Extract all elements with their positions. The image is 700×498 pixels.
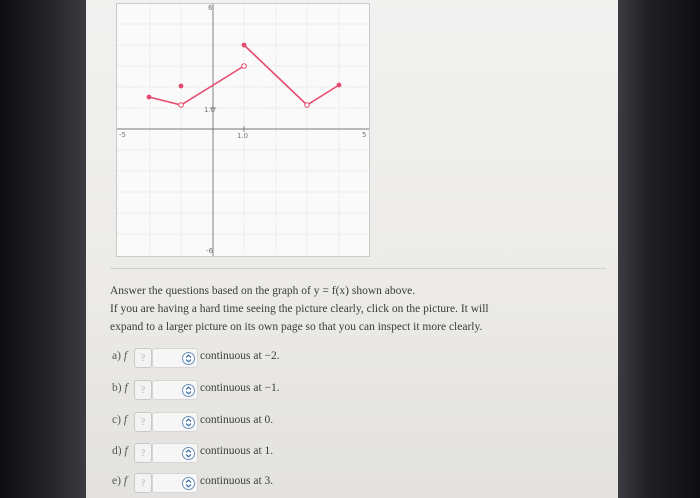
answer-select[interactable]: [152, 473, 198, 493]
question-d: [112, 443, 412, 463]
answer-input[interactable]: ?: [134, 412, 152, 432]
instructions-line-2: If you are having a hard time seeing the picture clearly, click on the picture. It will: [110, 303, 489, 315]
answer-select[interactable]: [152, 443, 198, 463]
answer-select[interactable]: [152, 348, 198, 368]
chevron-updown-icon: [182, 352, 195, 365]
endpoint-closed-right: [337, 83, 342, 88]
isolated-point: [179, 84, 184, 89]
x-left-label: -5: [119, 131, 126, 139]
question-label: c) f: [112, 414, 128, 426]
y-mark-label: 1.0: [204, 106, 216, 114]
hole-point-2: [242, 64, 247, 69]
chevron-updown-icon: [182, 477, 195, 490]
question-label: e) f: [112, 475, 128, 487]
chevron-updown-icon: [182, 384, 195, 397]
answer-select[interactable]: [152, 412, 198, 432]
question-a: [112, 348, 412, 368]
question-label: d) f: [112, 445, 128, 457]
question-c: [112, 412, 412, 432]
endpoint-closed-left: [147, 95, 152, 100]
question-text: continuous at −2.: [200, 350, 280, 362]
hole-point-3: [305, 103, 310, 108]
x-mark-label: 1.0: [237, 132, 249, 140]
chevron-updown-icon: [182, 416, 195, 429]
answer-input[interactable]: ?: [134, 348, 152, 368]
page-screen: [86, 0, 618, 498]
question-text: continuous at −1.: [200, 382, 280, 394]
grid-lines: [117, 4, 369, 256]
question-b: [112, 380, 412, 400]
question-text: continuous at 3.: [200, 475, 274, 487]
answer-input[interactable]: ?: [134, 443, 152, 463]
endpoint-closed-top: [242, 43, 247, 48]
graph-segment-2: [244, 45, 339, 105]
y-bottom-label: -6: [206, 247, 213, 255]
instructions-line-3: expand to a larger picture on its own page so that you can inspect it more clearly.: [110, 321, 483, 333]
hole-point-1: [179, 103, 184, 108]
question-label: b) f: [112, 382, 128, 394]
device-bezel-right: [616, 0, 700, 498]
answer-select[interactable]: [152, 380, 198, 400]
answer-input[interactable]: ?: [134, 473, 152, 493]
graph-image[interactable]: [116, 3, 370, 257]
question-label: a) f: [112, 350, 128, 362]
question-text: continuous at 1.: [200, 445, 274, 457]
instructions-line-1: Answer the questions based on the graph of y = f(x) shown above.: [110, 285, 416, 297]
graph-segment-1: [149, 66, 244, 105]
chevron-updown-icon: [182, 447, 195, 460]
section-divider: [110, 268, 606, 269]
graph-svg: [117, 4, 369, 256]
device-bezel-left: [0, 0, 88, 498]
question-text: continuous at 0.: [200, 414, 274, 426]
y-top-label: 6: [208, 4, 213, 12]
question-e: [112, 473, 412, 493]
instructions: [110, 282, 590, 336]
x-right-label: 5: [362, 131, 367, 139]
answer-input[interactable]: ?: [134, 380, 152, 400]
